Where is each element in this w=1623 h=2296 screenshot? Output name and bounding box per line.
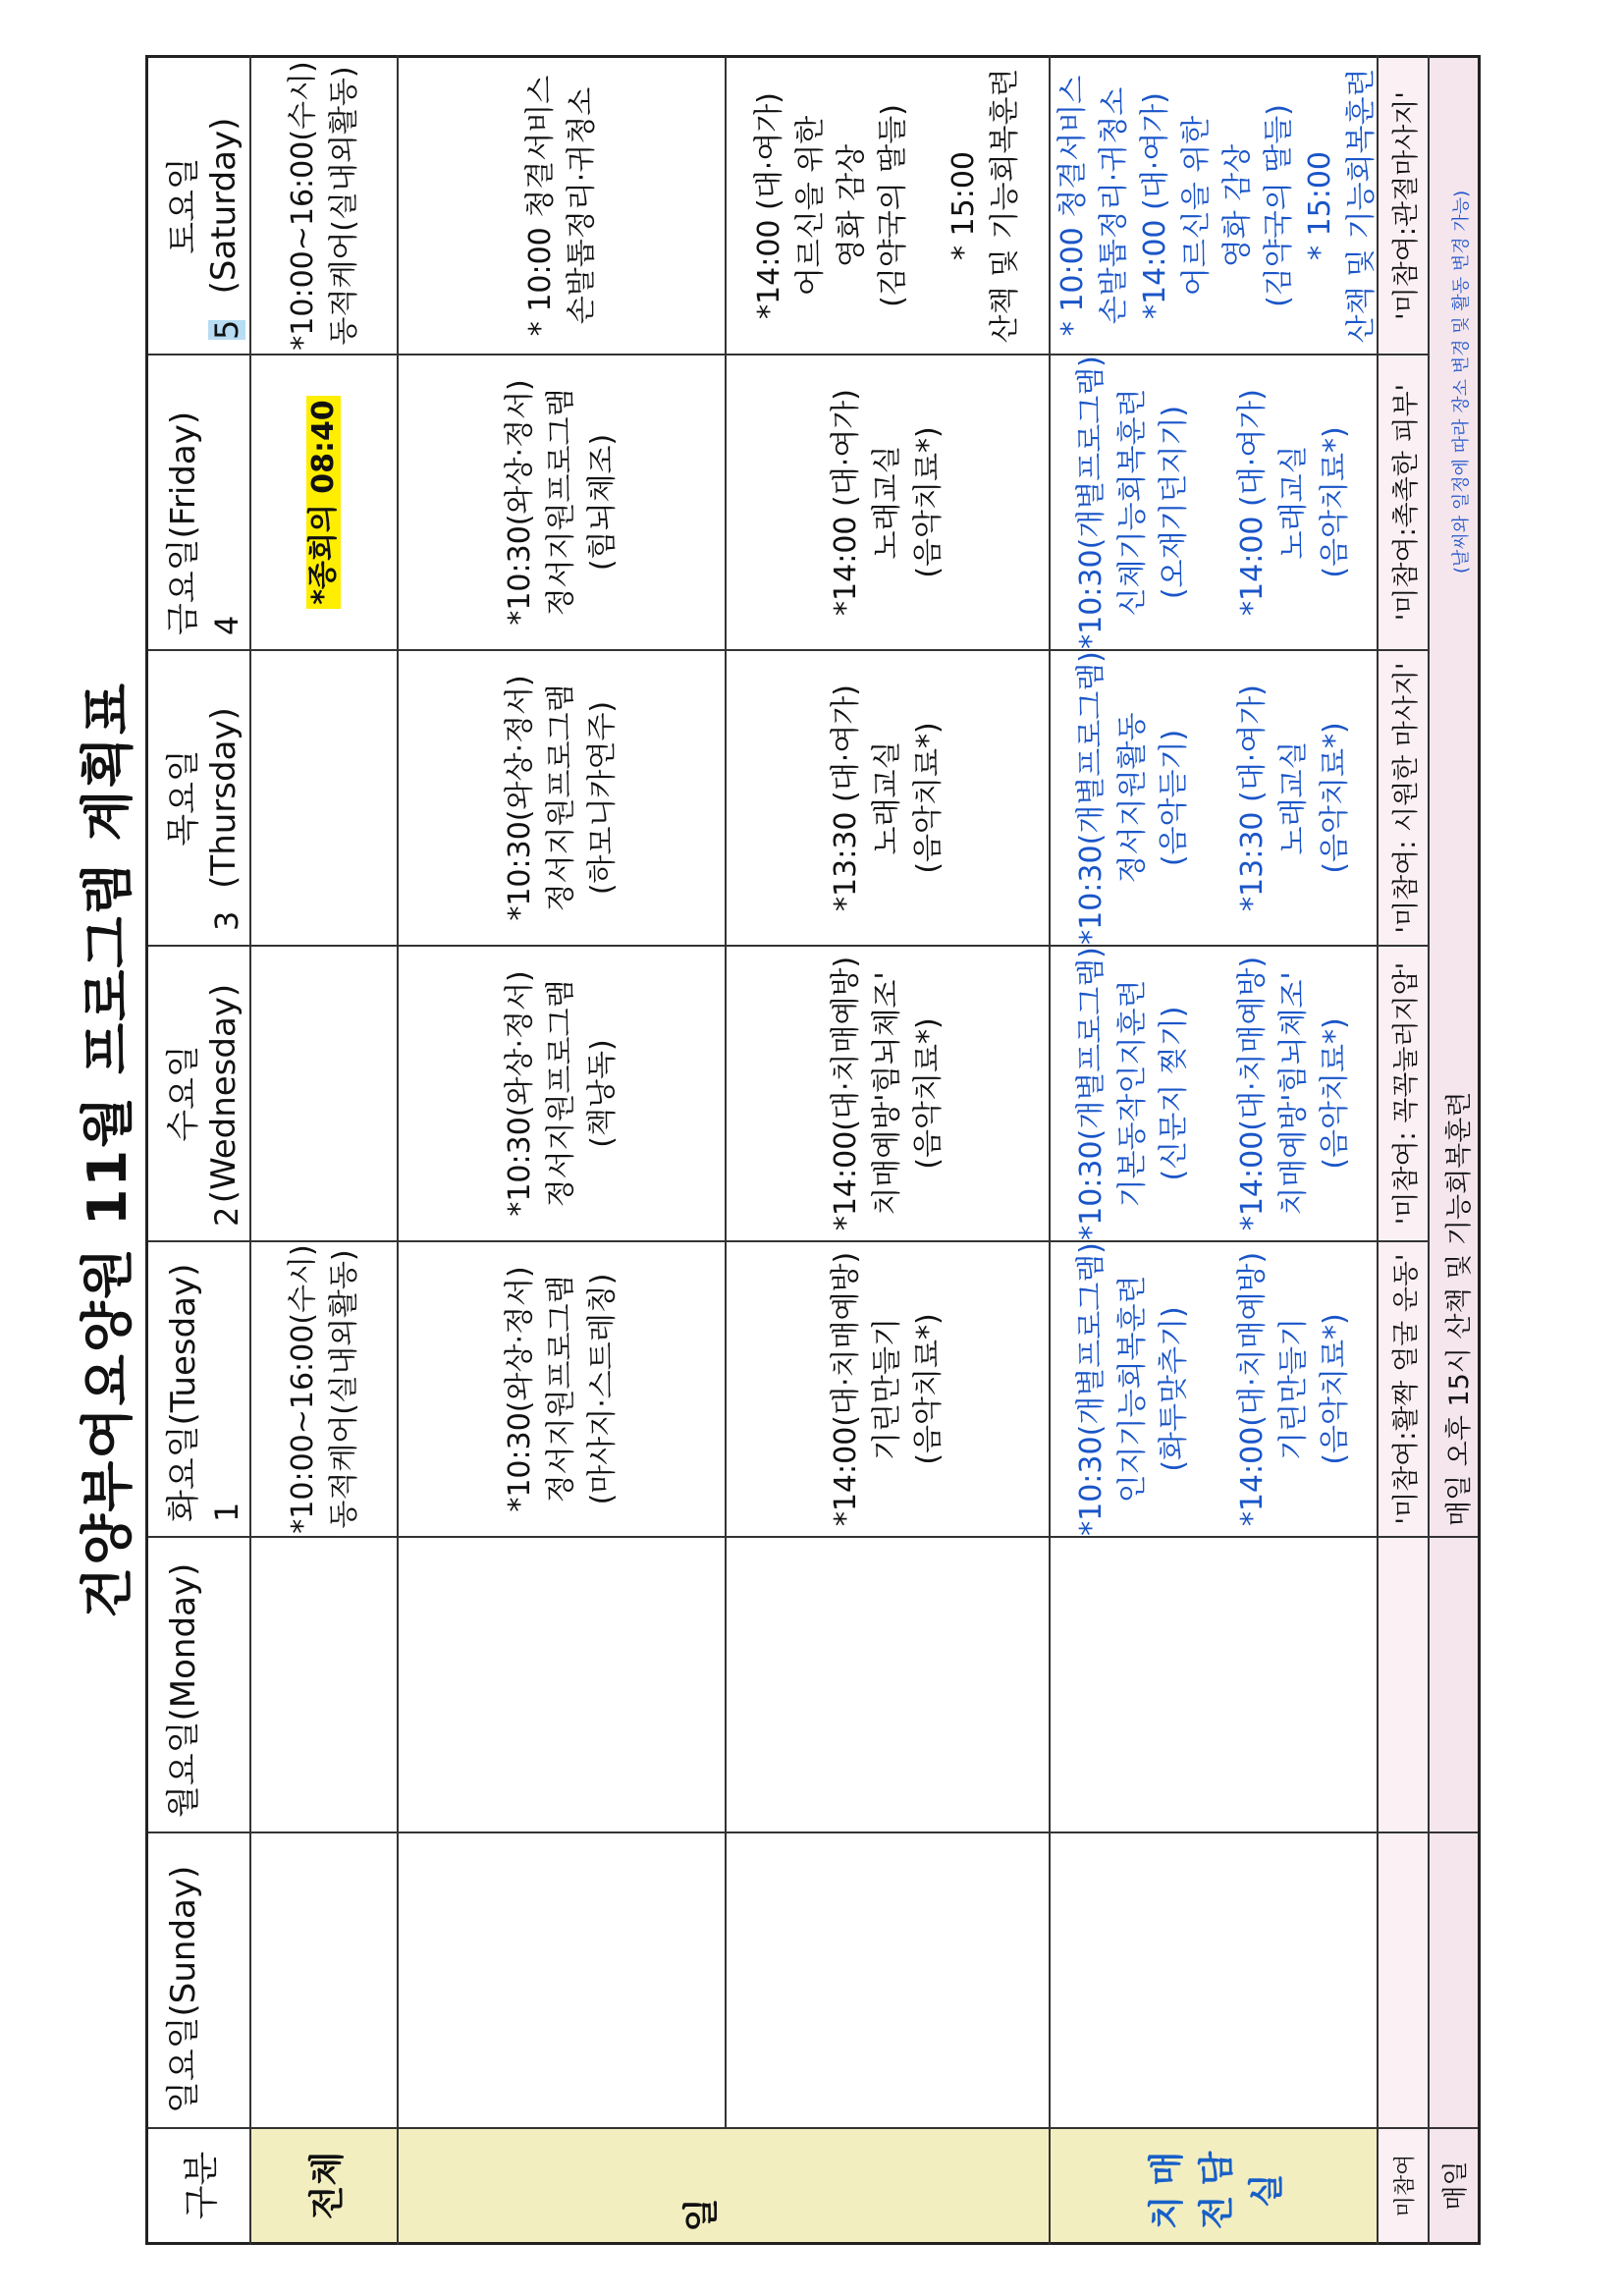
cell-dem-sat	[1051, 55, 1377, 354]
row-general-pm	[727, 55, 1051, 2245]
event-line: *14:00(대·치매예방)	[829, 1251, 863, 1527]
header-row	[145, 55, 251, 2245]
event-line: (마사지·스트레칭)	[585, 1273, 620, 1505]
cell-miam-tue: '미참여:활짝 얼굴 운동'	[1379, 1240, 1428, 1536]
cell-dem-fri	[1051, 354, 1377, 649]
day-name: 목요일(Thursday)	[164, 707, 243, 889]
event-line: (음악치료*)	[911, 1017, 946, 1170]
event-line: *13:30 (대·여가)	[829, 684, 863, 911]
row-label-non-participation: 미참여	[1379, 2127, 1428, 2245]
event-line: (책낭독)	[585, 1039, 620, 1148]
event-line: *14:00(대·치매예방)	[829, 956, 863, 1231]
event-line: (힘뇌체조)	[585, 433, 620, 572]
event-line: *10:30(개별프로그램)	[1074, 651, 1109, 945]
day-name: 일요일(Sunday)	[164, 1865, 203, 2113]
day-name: 화요일(Tuesday)	[164, 1263, 203, 1522]
cell-gen-am-wed	[399, 945, 727, 1240]
cell-gen-pm-wed	[727, 945, 1049, 1240]
event-line: (음악치료*)	[1318, 426, 1352, 578]
cell-miam-thu: '미참여: 시원한 마사지'	[1379, 649, 1428, 945]
cell-gen-pm-sat	[727, 55, 1049, 354]
cell-daily-mon	[1430, 1536, 1478, 1831]
event-line: * 15:00	[1303, 151, 1337, 260]
cell-dem-wed	[1051, 945, 1377, 1240]
cell-miam-wed: '미참여: 꼭꼭눌러지압'	[1379, 945, 1428, 1240]
row-daily	[1430, 55, 1481, 2245]
event-line: 기린만들기	[870, 1318, 904, 1460]
event-line: 기본동작인지훈련	[1115, 979, 1150, 1208]
event-line: *10:30(개별프로그램)	[1074, 1242, 1109, 1536]
event-line: (김약국의 딸들)	[876, 104, 910, 307]
cell-gen-pm-thu	[727, 649, 1049, 945]
daily-note-span	[1430, 55, 1478, 1536]
cell-all-wed	[251, 945, 397, 1240]
event-line: 치매예방'힘뇌체조'	[870, 971, 904, 1216]
cell-all-sun	[251, 1831, 397, 2127]
event-line: *10:30(와상·정서)	[503, 379, 537, 626]
event-line: *14:00 (대·여가)	[1138, 92, 1172, 319]
cell-gen-pm-fri	[727, 354, 1049, 649]
event-line: *14:00(대·치매예방)	[1235, 956, 1270, 1231]
event-line: 노래교실	[1276, 445, 1311, 560]
cell-miam-sun	[1379, 1831, 1428, 2127]
event-line: 정서지원프로그램	[544, 1275, 578, 1503]
cell-all-sat	[251, 55, 397, 354]
event-line: 손발톱정리·귀청소	[1097, 86, 1131, 325]
event-line: 영화 감상	[1220, 143, 1255, 268]
day-number: 5	[208, 319, 245, 340]
event-line: 정서지원프로그램	[544, 979, 578, 1208]
day-header-monday	[148, 1536, 249, 1831]
daily-note: (날씨와 일정에 따라 장소 변경 및 활동 변경 가능)	[1451, 190, 1472, 574]
day-header-sunday	[148, 1831, 249, 2127]
daily-text: 매일 오후 15시 산책 및 기능회복훈련	[1444, 1091, 1475, 1526]
cell-gen-am-sun	[399, 1831, 727, 2127]
event-line: *10:00~16:00(수시)	[286, 61, 320, 351]
cell-gen-am-sat	[399, 55, 727, 354]
cell-daily-sun	[1430, 1831, 1478, 2127]
event-line: (신문지 찢기)	[1157, 1006, 1191, 1181]
day-number: 4	[208, 615, 245, 635]
cell-miam-fri: '미참여:촉촉한 피부'	[1379, 354, 1428, 649]
event-line: *10:30(개별프로그램)	[1074, 947, 1109, 1240]
event-line: (음악치료*)	[1318, 1313, 1352, 1465]
cell-miam-mon	[1379, 1536, 1428, 1831]
event-line: (하모니카연주)	[585, 700, 620, 896]
row-label-general: 일	[399, 2127, 1051, 2245]
row-label-dementia: 치매전담실	[1051, 2127, 1377, 2245]
cell-all-tue	[251, 1240, 397, 1536]
cell-gen-pm-mon	[727, 1536, 1049, 1831]
cell-miam-sat: '미참여:관절마사지'	[1379, 55, 1428, 354]
day-header-wednesday	[148, 945, 249, 1240]
event-line: 어르신을 위한	[793, 115, 828, 297]
event-line: *14:00 (대·여가)	[752, 92, 786, 319]
event-line: 동적케어(실내외활동)	[327, 66, 361, 346]
event-line: 정서지원활동	[1115, 712, 1150, 884]
event-line: *14:00 (대·여가)	[1235, 389, 1270, 616]
event-line: 산책 및 기능회복훈련	[1344, 68, 1379, 344]
row-dementia	[1051, 55, 1379, 2245]
event-line: 산책 및 기능회복훈련	[988, 68, 1022, 344]
event-line: *13:30 (대·여가)	[1235, 684, 1270, 911]
cell-gen-am-mon	[399, 1536, 727, 1831]
day-number: 3	[208, 910, 245, 931]
event-line: 정서지원프로그램	[544, 388, 578, 617]
event-line: (음악치료*)	[911, 722, 946, 874]
event-line: 노래교실	[870, 445, 904, 560]
event-line: * 10:00 청결서비스	[1055, 75, 1090, 337]
cell-gen-am-fri	[399, 354, 727, 649]
event-line: 영화 감상	[835, 143, 869, 268]
event-line: 정서지원프로그램	[544, 683, 578, 912]
event-line: 동적케어(실내외활동)	[327, 1249, 361, 1529]
event-line: * 10:00 청결서비스	[523, 75, 558, 337]
event-line: (음악듣기)	[1157, 729, 1191, 867]
day-number: 1	[208, 1502, 245, 1522]
cell-gen-am-thu	[399, 649, 727, 945]
event-line: (오재기던지기)	[1157, 405, 1191, 600]
event-line: *10:30(와상·정서)	[503, 1266, 537, 1512]
event-line: (음악치료*)	[1318, 722, 1352, 874]
event-line: 기린만들기	[1276, 1318, 1311, 1460]
day-name: 수요일(Wednesday)	[164, 983, 243, 1204]
event-line: *10:30(와상·정서)	[503, 675, 537, 921]
event-line: 어르신을 위한	[1179, 115, 1214, 297]
day-name: 토요일(Saturday)	[164, 117, 243, 295]
row-general-am	[399, 55, 727, 2245]
event-line: *10:00~16:00(수시)	[286, 1244, 320, 1534]
event-line: *14:00(대·치매예방)	[1235, 1251, 1270, 1527]
cell-all-mon	[251, 1536, 397, 1831]
cell-gen-pm-tue	[727, 1240, 1049, 1536]
day-header-tuesday	[148, 1240, 249, 1536]
event-line: (음악치료*)	[911, 426, 946, 578]
cell-dem-sun	[1051, 1831, 1377, 2127]
cell-all-thu	[251, 649, 397, 945]
day-name: 금요일(Friday)	[164, 410, 203, 635]
event-line: (화투맞추기)	[1157, 1306, 1191, 1472]
category-header: 구분	[148, 2127, 249, 2245]
event-line: (음악치료*)	[1318, 1017, 1352, 1170]
cell-gen-pm-sun	[727, 1831, 1049, 2127]
row-label-spacer	[727, 2127, 1049, 2245]
cell-dem-tue	[1051, 1240, 1377, 1536]
event-line: 인지기능회복훈련	[1115, 1275, 1150, 1503]
event-line: *14:00 (대·여가)	[829, 389, 863, 616]
day-header-friday	[148, 354, 249, 649]
meeting-highlight: *종회의 08:40	[306, 396, 341, 609]
event-line: 노래교실	[870, 740, 904, 855]
cell-dem-thu	[1051, 649, 1377, 945]
event-line: (음악치료*)	[911, 1313, 946, 1465]
row-all	[251, 55, 399, 2245]
event-line: 치매예방'힘뇌체조'	[1276, 971, 1311, 1216]
event-line: 손발톱정리·귀청소	[565, 86, 599, 325]
row-non-participation	[1379, 55, 1430, 2245]
event-line: *10:30(와상·정서)	[503, 970, 537, 1217]
event-line: 노래교실	[1276, 740, 1311, 855]
cell-all-fri	[251, 354, 397, 649]
day-header-saturday	[148, 55, 249, 354]
event-line: *10:30(개별프로그램)	[1074, 355, 1109, 649]
program-schedule-sheet	[71, 55, 1485, 2245]
page-title: 건양부여요양원 11월 프로그램 계획표	[77, 682, 138, 1619]
row-label-all: 전체	[251, 2127, 397, 2245]
event-line: (김약국의 딸들)	[1262, 104, 1296, 307]
cell-dem-mon	[1051, 1536, 1377, 1831]
cell-gen-am-tue	[399, 1240, 727, 1536]
day-header-thursday	[148, 649, 249, 945]
event-line: * 15:00	[947, 151, 981, 260]
day-name: 월요일(Monday)	[164, 1562, 203, 1818]
row-label-daily: 매일	[1430, 2127, 1478, 2245]
event-line: 신체기능회복훈련	[1115, 388, 1150, 617]
day-number: 2	[208, 1206, 245, 1227]
